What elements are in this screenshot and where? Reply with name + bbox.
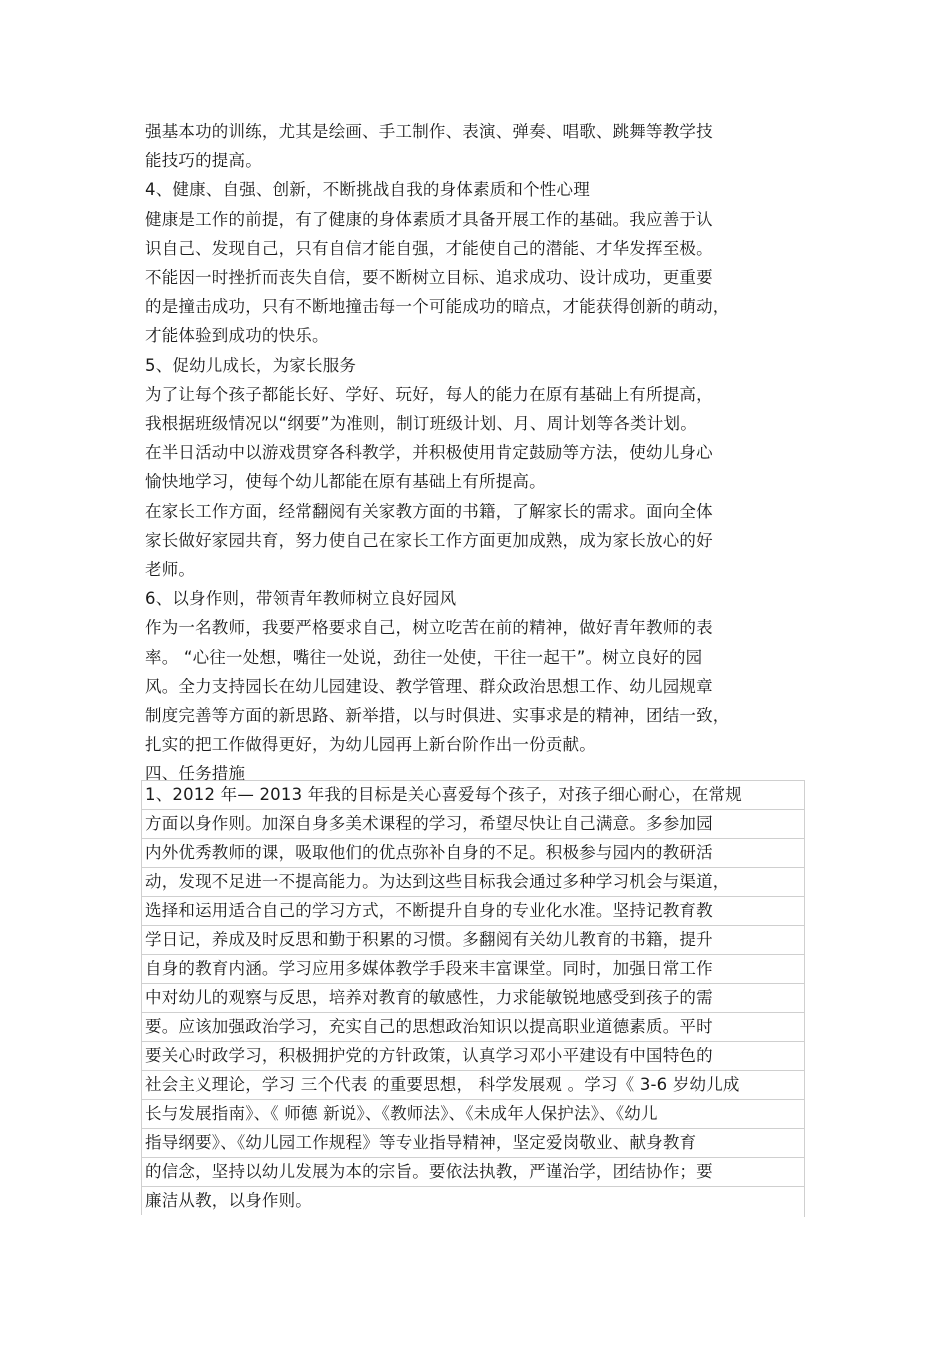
table-left-border	[141, 780, 142, 1215]
measures-table	[141, 780, 805, 1217]
text-line: 愉快地学习，使每个幼儿都能在原有基础上有所提高。	[145, 472, 546, 492]
table-row: 长与发展指南》、《 师德 新说》、《教师法》、《未成年人保护法》、《幼儿	[145, 1103, 658, 1123]
text-line: 我根据班级情况以“纲要”为准则，制订班级计划、月、周计划等各类计划。	[145, 414, 697, 433]
text-line: 才能体验到成功的快乐。	[145, 326, 329, 346]
table-row: 廉洁从教，以身作则。	[145, 1190, 312, 1210]
text-line: 识自己、发现自己，只有自信才能自强，才能使自己的潜能、才华发挥至极。	[145, 238, 713, 258]
text-line: 6、以身作则，带领青年教师树立良好园风	[145, 589, 457, 609]
text-line: 强基本功的训练，尤其是绘画、手工制作、表演、弹奏、唱歌、跳舞等教学技	[145, 122, 713, 141]
table-row: 1、2012 年— 2013 年我的目标是关心喜爱每个孩子，对孩子细心耐心，在常规	[145, 784, 742, 804]
table-row: 中对幼儿的观察与反思，培养对教育的敏感性，力求能敏锐地感受到孩子的需	[145, 987, 713, 1007]
table-row: 社会主义理论，学习 三个代表 的重要思想， 科学发展观 。学习《 3-6 岁幼儿成	[145, 1074, 740, 1094]
table-row: 自身的教育内涵。学习应用多媒体教学手段来丰富课堂。同时，加强日常工作	[145, 958, 713, 978]
table-row: 选择和运用适合自己的学习方式，不断提升自身的专业化水准。坚持记教育教	[145, 900, 713, 920]
table-row: 要关心时政学习，积极拥护党的方针政策，认真学习邓小平建设有中国特色的	[145, 1045, 713, 1065]
text-line: 老师。	[145, 560, 196, 579]
text-line: 四、任务措施	[145, 764, 246, 784]
text-line: 作为一名教师，我要严格要求自己，树立吃苦在前的精神，做好青年教师的表	[145, 618, 713, 638]
table-row: 指导纲要》、《幼儿园工作规程》等专业指导精神，坚定爱岗敬业、献身教育	[145, 1132, 697, 1152]
text-line: 制度完善等方面的新思路、新举措，以与时俱进、实事求是的精神，团结一致，	[145, 706, 730, 725]
text-line: 在家长工作方面，经常翻阅有关家教方面的书籍，了解家长的需求。面向全体	[145, 501, 713, 521]
text-line: 4、健康、自强、创新，不断挑战自我的身体素质和个性心理	[145, 180, 590, 200]
text-line: 家长做好家园共育，努力使自己在家长工作方面更加成熟，成为家长放心的好	[145, 530, 713, 550]
text-line: 在半日活动中以游戏贯穿各科教学，并积极使用肯定鼓励等方法，使幼儿身心	[145, 443, 713, 463]
text-line: 扎实的把工作做得更好，为幼儿园再上新台阶作出一份贡献。	[145, 735, 596, 755]
table-row: 的信念，坚持以幼儿发展为本的宗旨。要依法执教，严谨治学，团结协作；要	[145, 1161, 713, 1181]
table-row: 要。应该加强政治学习，充实自己的思想政治知识以提高职业道德素质。平时	[145, 1016, 713, 1036]
text-line: 不能因一时挫折而丧失自信，要不断树立目标、追求成功、设计成功，更重要	[145, 268, 713, 287]
table-row: 方面以身作则。加深自身多美术课程的学习，希望尽快让自己满意。多参加园	[145, 813, 713, 833]
text-line: 为了让每个孩子都能长好、学好、玩好，每人的能力在原有基础上有所提高，	[145, 384, 713, 404]
text-line: 风。全力支持园长在幼儿园建设、教学管理、群众政治思想工作、幼儿园规章	[145, 676, 713, 696]
text-line: 能技巧的提高。	[145, 151, 262, 171]
table-right-border	[804, 780, 805, 1217]
table-row: 内外优秀教师的课，吸取他们的优点弥补自身的不足。积极参与园内的教研活	[145, 842, 713, 862]
text-line: 健康是工作的前提，有了健康的身体素质才具备开展工作的基础。我应善于认	[145, 209, 713, 229]
text-line: 5、促幼儿成长，为家长服务	[145, 355, 357, 375]
table-row: 学日记，养成及时反思和勤于积累的习惯。多翻阅有关幼儿教育的书籍，提升	[145, 929, 713, 949]
table-row: 动，发现不足进一不提高能力。为达到这些目标我会通过多种学习机会与渠道，	[145, 871, 730, 891]
text-line: 率。 “心往一处想，嘴往一处说，劲往一处使，干往一起干”。树立良好的园	[145, 647, 703, 667]
text-line: 的是撞击成功，只有不断地撞击每一个可能成功的暗点，才能获得创新的萌动，	[145, 297, 730, 317]
